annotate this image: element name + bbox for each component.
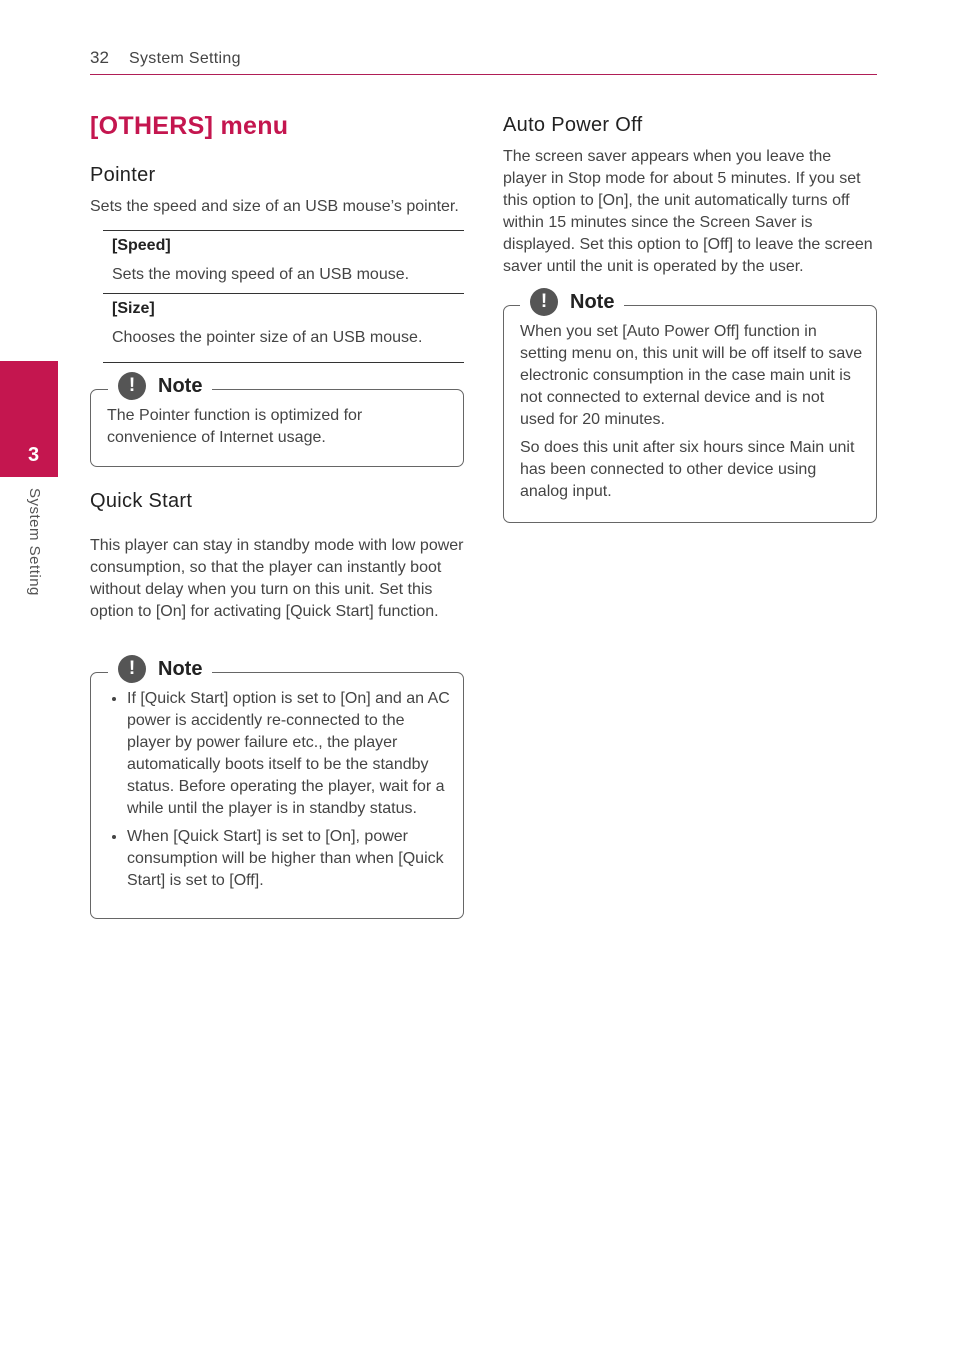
quick-start-note-header: [108, 653, 212, 685]
auto-power-off-heading: Auto Power Off: [503, 114, 643, 136]
exclamation-icon: !: [530, 288, 558, 316]
note-paragraph: So does this unit after six hours since Main unit has been connected to other device using analog input.: [520, 439, 855, 500]
option-size-text: Chooses the pointer size of an USB mouse.: [112, 329, 423, 346]
exclamation-icon: !: [118, 372, 146, 400]
note-paragraph: When you set [Auto Power Off] function in setting menu on, this unit will be off itself to save electronic consumption in the case main unit is not connected to external device and is not used for 20 minutes.: [520, 323, 863, 428]
quick-start-heading: Quick Start: [90, 490, 193, 512]
table-rule-mid: [103, 293, 464, 294]
note-label: Note: [158, 657, 203, 680]
table-rule-top: [103, 230, 464, 231]
quick-start-description: This player can stay in standby mode with low power consumption, so that the player can instantly boot without delay when you turn on this unit. Set this option to [On] for activating [Quick Start] function.: [90, 537, 464, 620]
page-title: [OTHERS] menu: [90, 112, 289, 140]
list-item: • If [Quick Start] option is set to [On] and an AC power is accidently re-connected to the player by power failure etc., the player automatically boots itself to be the standby status. Before operating the player, wait for a while until the player is in standby status.: [127, 688, 450, 820]
header-rule: [90, 74, 877, 75]
chapter-label: System Setting: [26, 488, 43, 596]
page-number: 32: [90, 48, 109, 67]
pointer-note-header: [108, 370, 212, 402]
pointer-note-text: The Pointer function is optimized for convenience of Internet usage.: [107, 407, 363, 446]
pointer-heading: Pointer: [90, 164, 156, 186]
pointer-description: Sets the speed and size of an USB mouse’s pointer.: [90, 198, 459, 215]
table-rule-bottom: [103, 362, 464, 363]
note-label: Note: [158, 374, 203, 397]
auto-power-off-note-header: [520, 286, 624, 318]
option-size-label: [Size]: [112, 300, 155, 317]
quick-start-note-content: [107, 688, 450, 898]
list-item: • When [Quick Start] is set to [On], power consumption will be higher than when [Quick Start] is set to [Off].: [127, 826, 450, 892]
option-speed-text: Sets the moving speed of an USB mouse.: [112, 266, 410, 283]
option-speed-label: [Speed]: [112, 237, 171, 254]
exclamation-icon: !: [118, 655, 146, 683]
section-title: System Setting: [129, 50, 241, 67]
chapter-number: 3: [28, 444, 40, 466]
auto-power-off-note-content: [520, 321, 863, 503]
note-label: Note: [570, 290, 615, 313]
auto-power-off-description: The screen saver appears when you leave the player in Stop mode for about 5 minutes. If you set this option to [On], the unit automatically turns off within 15 minutes since the Screen Saver is displayed. Set this option to [Off] to leave the screen saver until the unit is operated by the user.: [503, 148, 873, 275]
